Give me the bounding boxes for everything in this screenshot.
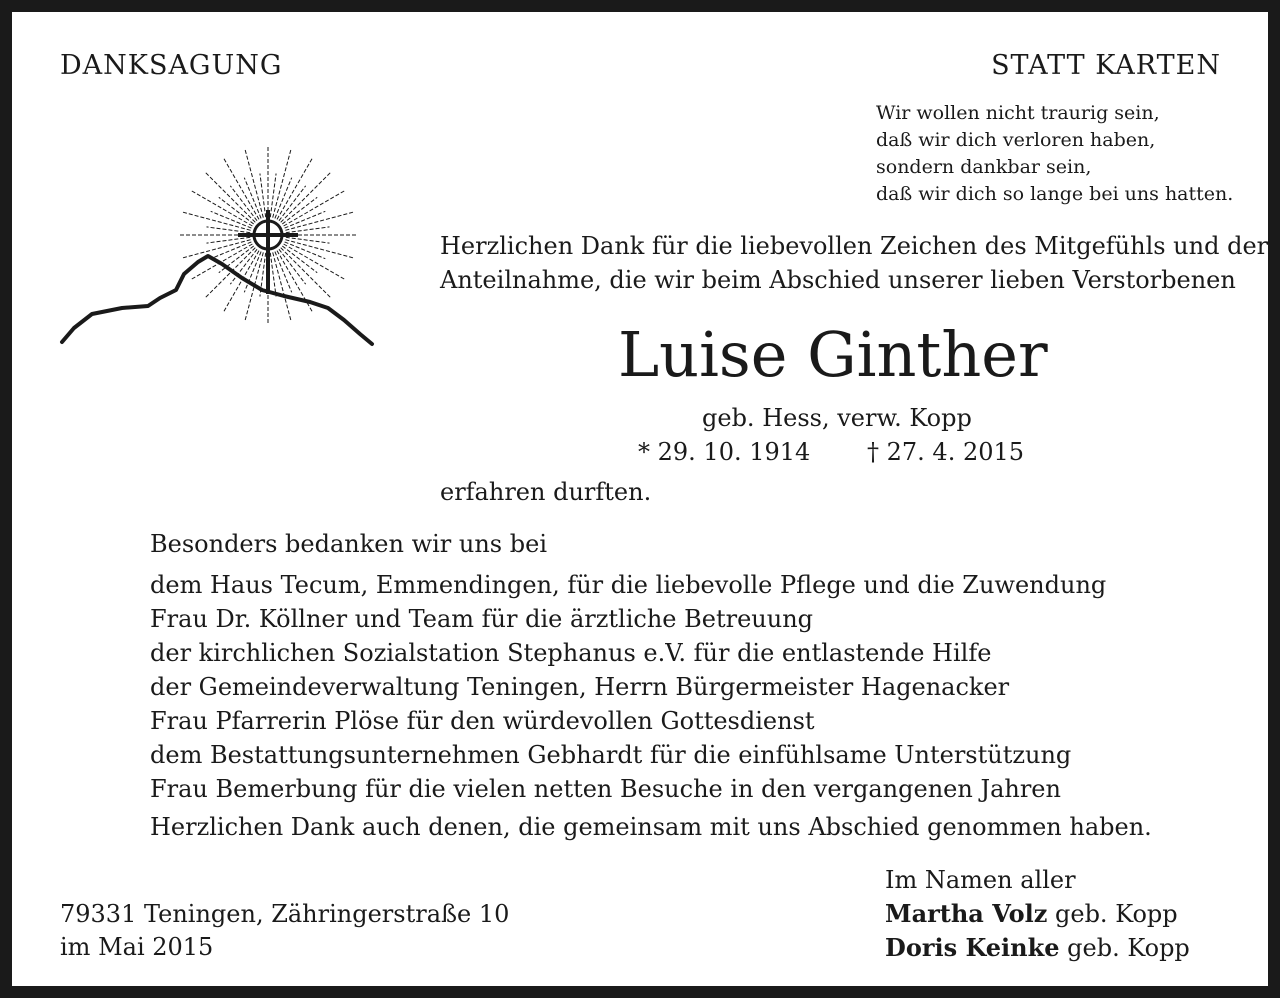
poem-line: Wir wollen nicht traurig sein, — [876, 102, 1160, 124]
ray — [270, 174, 276, 218]
poem-line: sondern dankbar sein, — [876, 156, 1092, 178]
address-date: im Mai 2015 — [60, 933, 214, 961]
signatory-suffix: geb. Kopp — [1047, 900, 1178, 928]
intro — [440, 229, 1268, 297]
address-street: 79331 Teningen, Zähringerstraße 10 — [60, 900, 510, 928]
signatory-name: Doris Keinke — [885, 933, 1060, 962]
signatory — [885, 897, 1190, 931]
signatory — [885, 931, 1190, 965]
ray — [245, 150, 263, 218]
ray — [284, 244, 345, 279]
ray — [260, 174, 266, 218]
birth-names: geb. Hess, verw. Kopp — [702, 404, 972, 432]
intro-line: Herzlichen Dank für die liebevollen Zeichen des Mitgefühls und der — [440, 232, 1269, 260]
ray — [183, 240, 251, 258]
ray — [285, 212, 353, 230]
ray — [286, 227, 330, 233]
signatory-suffix: geb. Kopp — [1059, 934, 1190, 962]
thanks-item: Frau Dr. Köllner und Team für die ärztliche Betreuung — [150, 605, 814, 633]
outro: erfahren durften. — [440, 478, 652, 506]
header-right: STATT KARTEN — [991, 50, 1221, 81]
ray — [207, 227, 251, 233]
birth-date: * 29. 10. 1914 — [638, 438, 811, 466]
ray — [277, 159, 312, 220]
thanks-list — [150, 568, 1106, 806]
cross-on-mountain-with-rays-icon — [52, 132, 392, 352]
poem-line: daß wir dich so lange bei uns hatten. — [876, 183, 1234, 205]
ray — [270, 253, 276, 297]
deceased-name: Luise Ginther — [618, 318, 1048, 391]
poem-line: daß wir dich verloren haben, — [876, 129, 1156, 151]
ray — [207, 237, 251, 243]
thanks-item: Frau Pfarrerin Plöse für den würdevollen Gottesdienst — [150, 707, 815, 735]
ray — [284, 191, 345, 226]
ray — [286, 237, 330, 243]
address — [60, 898, 509, 964]
intro-line: Anteilnahme, die wir beim Abschied unserer lieben Verstorbenen — [440, 266, 1236, 294]
death-date: † 27. 4. 2015 — [867, 438, 1025, 466]
thanks-item: der kirchlichen Sozialstation Stephanus e.V. für die entlastende Hilfe — [150, 639, 992, 667]
ray — [224, 251, 259, 312]
ray — [206, 173, 256, 223]
ray — [206, 248, 256, 298]
ray — [224, 159, 259, 220]
poem — [876, 100, 1233, 208]
signature-intro: Im Namen aller — [885, 866, 1076, 894]
ray — [281, 248, 331, 298]
ray — [273, 252, 291, 320]
thanks-item: der Gemeindeverwaltung Teningen, Herrn Bürgermeister Hagenacker — [150, 673, 1010, 701]
ray — [183, 212, 251, 230]
ray — [281, 173, 331, 223]
ray — [192, 191, 253, 226]
thanks-closing: Herzlichen Dank auch denen, die gemeinsam mit uns Abschied genommen haben. — [150, 813, 1152, 841]
ray — [273, 150, 291, 218]
thanks-item: dem Haus Tecum, Emmendingen, für die liebevolle Pflege und die Zuwendung — [150, 571, 1107, 599]
ray — [285, 240, 353, 258]
thanks-lead: Besonders bedanken wir uns bei — [150, 530, 547, 558]
header-left: DANKSAGUNG — [60, 50, 283, 81]
thanks-item: dem Bestattungsunternehmen Gebhardt für die einfühlsame Unterstützung — [150, 741, 1072, 769]
signatory-name: Martha Volz — [885, 899, 1048, 928]
thanks-item: Frau Bemerbung für die vielen netten Besuche in den vergangenen Jahren — [150, 775, 1061, 803]
signature — [885, 864, 1190, 965]
